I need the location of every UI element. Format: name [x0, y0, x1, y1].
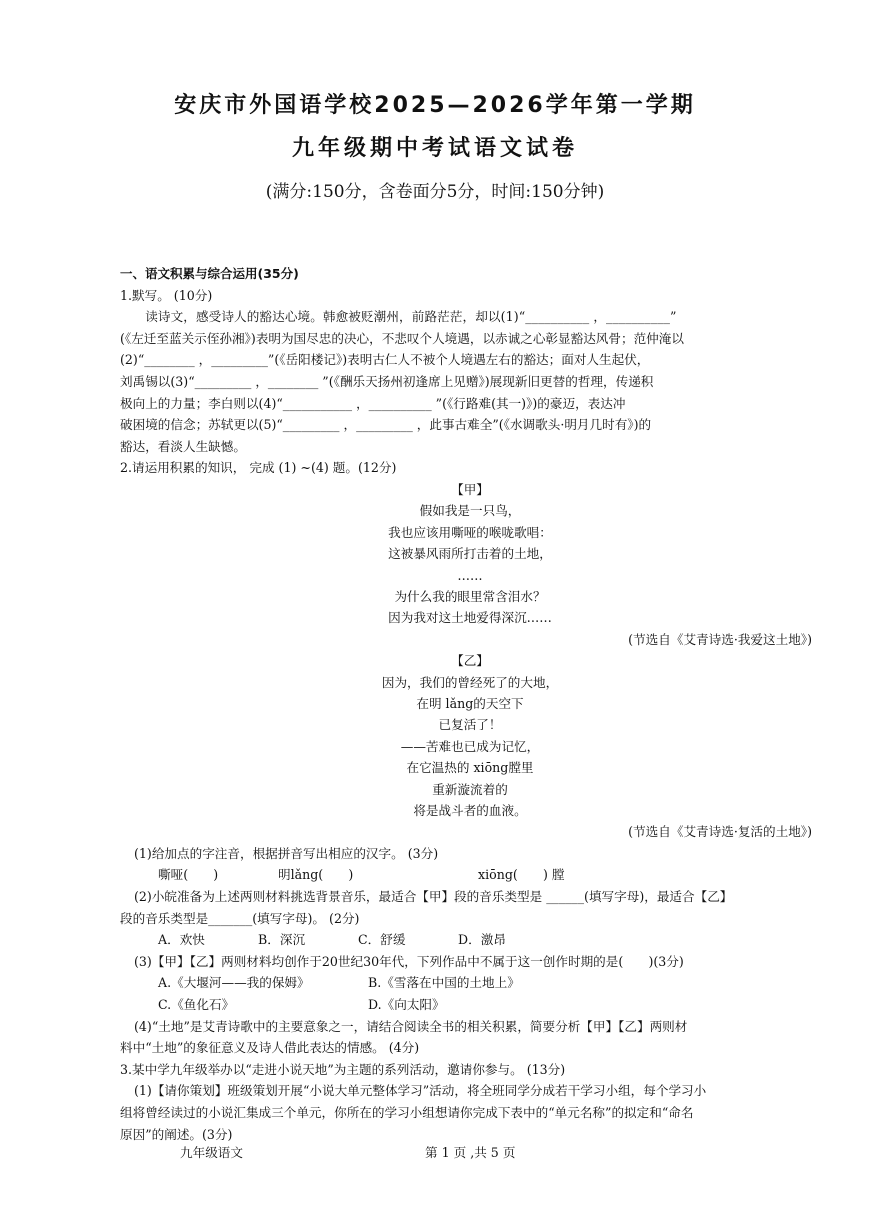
- exam-subtitle: (满分:150分，含卷面分5分，时间:150分钟): [265, 182, 605, 202]
- pinyin-item: 嘶哑( ): [158, 867, 219, 883]
- poem-a-line: 假如我是一只鸟，: [419, 503, 521, 519]
- poem-a-line: 因为我对这土地爱得深沉……: [388, 610, 552, 626]
- poem-b-line: 将是战斗者的血液。: [413, 803, 527, 819]
- poem-b-line: 重新漩流着的: [432, 781, 508, 797]
- question-1-line: 读诗文，感受诗人的豁达心境。韩愈被贬潮州，前路茫茫，却以(1)“__________ ，__________”: [145, 309, 677, 325]
- question-1-line: (《左迁至蓝关示侄孙湘》)表明为国尽忠的决心，不悲叹个人境遇，以赤诚之心彰显豁达风骨；范仲淹以: [120, 330, 684, 346]
- exam-paper-title: 九年级期中考试语文试卷: [291, 136, 578, 161]
- question-1-line: 破困境的信念；苏轼更以(5)“_________ ，_________ ，此事古难全”(《水调歌头·明月几时有》)的: [120, 417, 652, 433]
- footer-page-number: 第 1 页 ,共 5 页: [425, 1145, 516, 1160]
- option-b: B.《雪落在中国的土地上》: [368, 975, 520, 991]
- poem-b-source: (节选自《艾青诗选·复活的土地》): [628, 824, 812, 840]
- footer-subject: 九年级语文: [180, 1145, 243, 1160]
- subquestion-4-text-cont: 料中“土地”的象征意义及诗人借此表达的情感。 (4分): [120, 1040, 420, 1056]
- works-options-row-1: [120, 972, 820, 994]
- poem-b-line: ——苦难也已成为记忆，: [400, 738, 540, 754]
- question-1-line: (2)“________ ，_________”(《岳阳楼记》)表明古仁人不被个人境遇左右的豁达；面对人生起伏，: [120, 352, 650, 368]
- question-1-label: 1.默写。 (10分): [120, 287, 213, 303]
- pinyin-item: xiōng( ) 膛: [478, 867, 565, 883]
- poem-a-line: 这被暴风雨所打击着的土地，: [388, 546, 552, 562]
- option-a: A.《大堰河——我的保姆》: [158, 975, 310, 991]
- poem-b-line: 在明 lǎng的天空下: [416, 696, 524, 711]
- works-options-row-2: [120, 994, 820, 1016]
- subquestion-3-text: (3)【甲】【乙】两则材料均创作于20世纪30年代，下列作品中不属于这一创作时期的是( )(3分): [134, 953, 684, 969]
- question-1-line: 极向上的力量；李白则以(4)“___________ ，__________ ”(《行路难(其一)》)的豪迈，表达冲: [120, 395, 626, 411]
- poem-b-line: 在它温热的 xiōng膛里: [406, 760, 534, 776]
- exam-body: [120, 263, 820, 1145]
- poem-b-line: 因为，我们的曾经死了的大地，: [381, 674, 559, 690]
- poem-b-heading: 【乙】: [451, 653, 489, 669]
- music-options-row: [120, 929, 820, 951]
- poem-a-heading: 【甲】: [451, 481, 489, 497]
- poem-a-line: 为什么我的眼里常含泪水？: [394, 588, 546, 604]
- question-2-label: 2.请运用积累的知识， 完成 (1) ~(4) 题。(12分): [120, 460, 397, 476]
- option-a: A．欢快: [158, 932, 205, 948]
- option-d: D．激昂: [458, 932, 506, 948]
- question-3-sub1-line: 原因”的阐述。(3分): [120, 1126, 233, 1142]
- subquestion-2-text-cont: 段的音乐类型是_______(填写字母)。 (2分): [120, 910, 360, 926]
- question-1-line: 刘禹锡以(3)“_________ ，________ ”(《酬乐天扬州初逢席上见赠》)展现新旧更替的哲理，传递积: [120, 373, 654, 389]
- question-3-sub1-line: (1)【请你策划】班级策划开展“小说大单元整体学习”活动，将全班同学分成若干学习小组，每个学习小: [134, 1083, 707, 1099]
- poem-a-line: 我也应该用嘶哑的喉咙歌唱：: [388, 524, 552, 540]
- question-3-sub1-line: 组将曾经读过的小说汇集成三个单元，你所在的学习小组想请你完成下表中的“单元名称”的拟定和“命名: [120, 1104, 694, 1120]
- pinyin-item: 明lǎng( ): [278, 867, 354, 883]
- pinyin-items-row: [120, 864, 820, 886]
- section-heading: 一、语文积累与综合运用(35分): [120, 266, 299, 281]
- poem-a-line: ……: [457, 567, 483, 583]
- subquestion-1-text: (1)给加点的字注音，根据拼音写出相应的汉字。 (3分): [134, 845, 439, 861]
- exam-school-title: 安庆市外国语学校2025—2026学年第一学期: [174, 93, 696, 118]
- poem-b-line: 已复活了！: [438, 717, 502, 733]
- subquestion-2-text: (2)小皖准备为上述两则材料挑选背景音乐，最适合【甲】段的音乐类型是 ______(填写字母)，最适合【乙】: [134, 889, 733, 905]
- question-1-line: 豁达，看淡人生缺憾。: [120, 438, 246, 454]
- subquestion-4-text: (4)“土地”是艾青诗歌中的主要意象之一，请结合阅读全书的相关积累，简要分析【甲】【乙】两则材: [134, 1018, 688, 1034]
- option-c: C.《鱼化石》: [158, 997, 235, 1012]
- poem-a-source: (节选自《艾青诗选·我爱这土地》): [628, 631, 812, 647]
- option-b: B．深沉: [258, 932, 306, 948]
- option-c: C．舒缓: [358, 932, 406, 948]
- question-3-label: 3.某中学九年级举办以“走进小说天地”为主题的系列活动，邀请你参与。 (13分): [120, 1061, 566, 1077]
- option-d: D.《向太阳》: [368, 997, 445, 1012]
